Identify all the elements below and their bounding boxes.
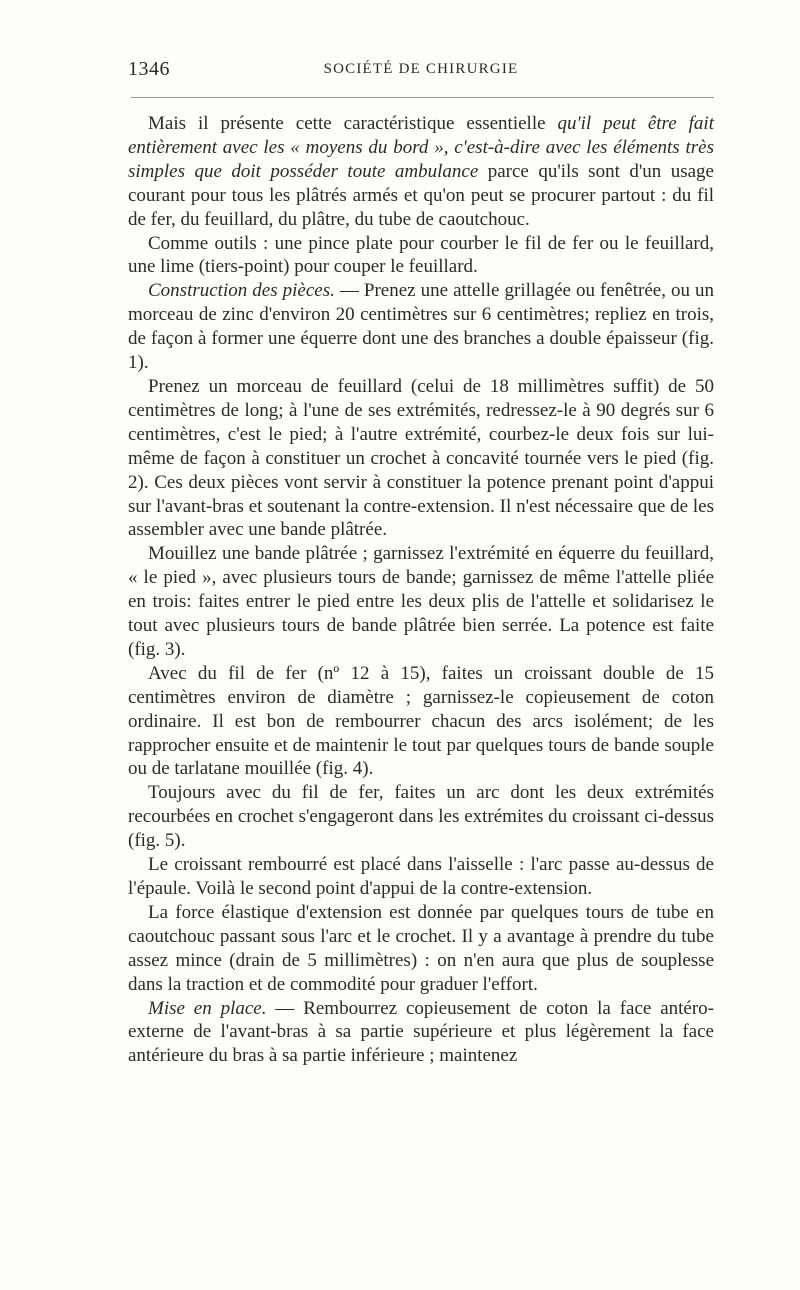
- paragraph-1-start: Mais il présente cette caractéristique essentielle: [148, 113, 558, 134]
- paragraph-7: Toujours avec du fil de fer, faites un arc dont les deux extrémités recourbées en crochet s'engageront dans les extrémites du croissant ci-dessus (fig. 5).: [128, 782, 714, 852]
- body-text: [128, 112, 714, 1068]
- paragraph-1-end: parce qu'ils sont d'un usage courant pour tous les plâtrés armés et qu'on peut se procurer partout : du fil de fer, du feuillard, du plâtre, du tube de caoutchouc.: [128, 160, 714, 230]
- header-rule: [131, 97, 714, 98]
- paragraph-2: Comme outils : une pince plate pour courber le fil de fer ou le feuillard, une lime (tiers-point) pour couper le feuillard.: [128, 232, 714, 278]
- paragraph-10-text: — Rembourrez copieusement de coton la face antéro-externe de l'avant-bras à sa partie supérieure et plus légèrement la face antérieure du bras à sa partie inférieure ; maintenez: [128, 997, 714, 1067]
- paragraph-1-emphasis: qu'il peut être fait entièrement avec les « moyens du bord », c'est-à-dire avec les éléments très simples que doit posséder toute ambulance: [128, 113, 714, 182]
- paragraph-4: Prenez un morceau de feuillard (celui de 18 millimètres suffit) de 50 centimètres de long; à l'une de ses extrémités, redressez-le à 90 degrés sur 6 centimètres, c'est le pied; à l'autre extrémité, courbez-le deux fois sur lui-même de façon à constituer un crochet à concavité tournée vers le pied (fig. 2). Ces deux pièces vont servir à constituer la potence prenant point d'appui sur l'avant-bras et soutenant la contre-extension. Il n'est nécessaire que de les assembler avec une bande plâtrée.: [128, 375, 714, 541]
- paragraph-8: Le croissant rembourré est placé dans l'aisselle : l'arc passe au-dessus de l'épaule. Voilà le second point d'appui de la contre-extension.: [128, 854, 714, 899]
- paragraph-1: [128, 112, 714, 232]
- section-heading-construction: Construction des pièces.: [148, 280, 335, 302]
- section-heading-mise-en-place: Mise en place.: [148, 997, 267, 1019]
- running-head: [128, 58, 714, 86]
- journal-title: SOCIÉTÉ DE CHIRURGIE: [323, 61, 519, 77]
- paragraph-9: La force élastique d'extension est donnée par quelques tours de tube en caoutchouc passant sous l'arc et le crochet. Il y a avantage à prendre du tube assez mince (drain de 5 millimètres) : on n'en aura que plus de souplesse dans la traction et de commodité pour graduer l'effort.: [128, 901, 714, 995]
- paragraph-6: Avec du fil de fer (nº 12 à 15), faites un croissant double de 15 centimètres environ de diamètre ; garnissez-le copieusement de coton ordinaire. Il est bon de rembourrer chacun des arcs isolément; de les rapprocher ensuite et de maintenir le tout par quelques tours de bande souple ou de tarlatane mouillée (fig. 4).: [128, 662, 714, 780]
- paragraph-5: Mouillez une bande plâtrée ; garnissez l'extrémité en équerre du feuillard, « le pied », avec plusieurs tours de bande; garnissez de même l'attelle pliée en trois: faites entrer le pied entre les deux plis de l'attelle et solidarisez le tout avec plusieurs tours de bande plâtrée bien serrée. La potence est faite (fig. 3).: [128, 543, 714, 660]
- page-number: 1346: [128, 58, 170, 80]
- paragraph-10: [128, 997, 714, 1069]
- paragraph-3: [128, 279, 714, 375]
- paragraph-3-text: — Prenez une attelle grillagée ou fenêtrée, ou un morceau de zinc d'environ 20 centimètres sur 6 centimètres; repliez en trois, de façon à former une équerre dont une des branches a double épaisseur (fig. 1).: [128, 280, 715, 374]
